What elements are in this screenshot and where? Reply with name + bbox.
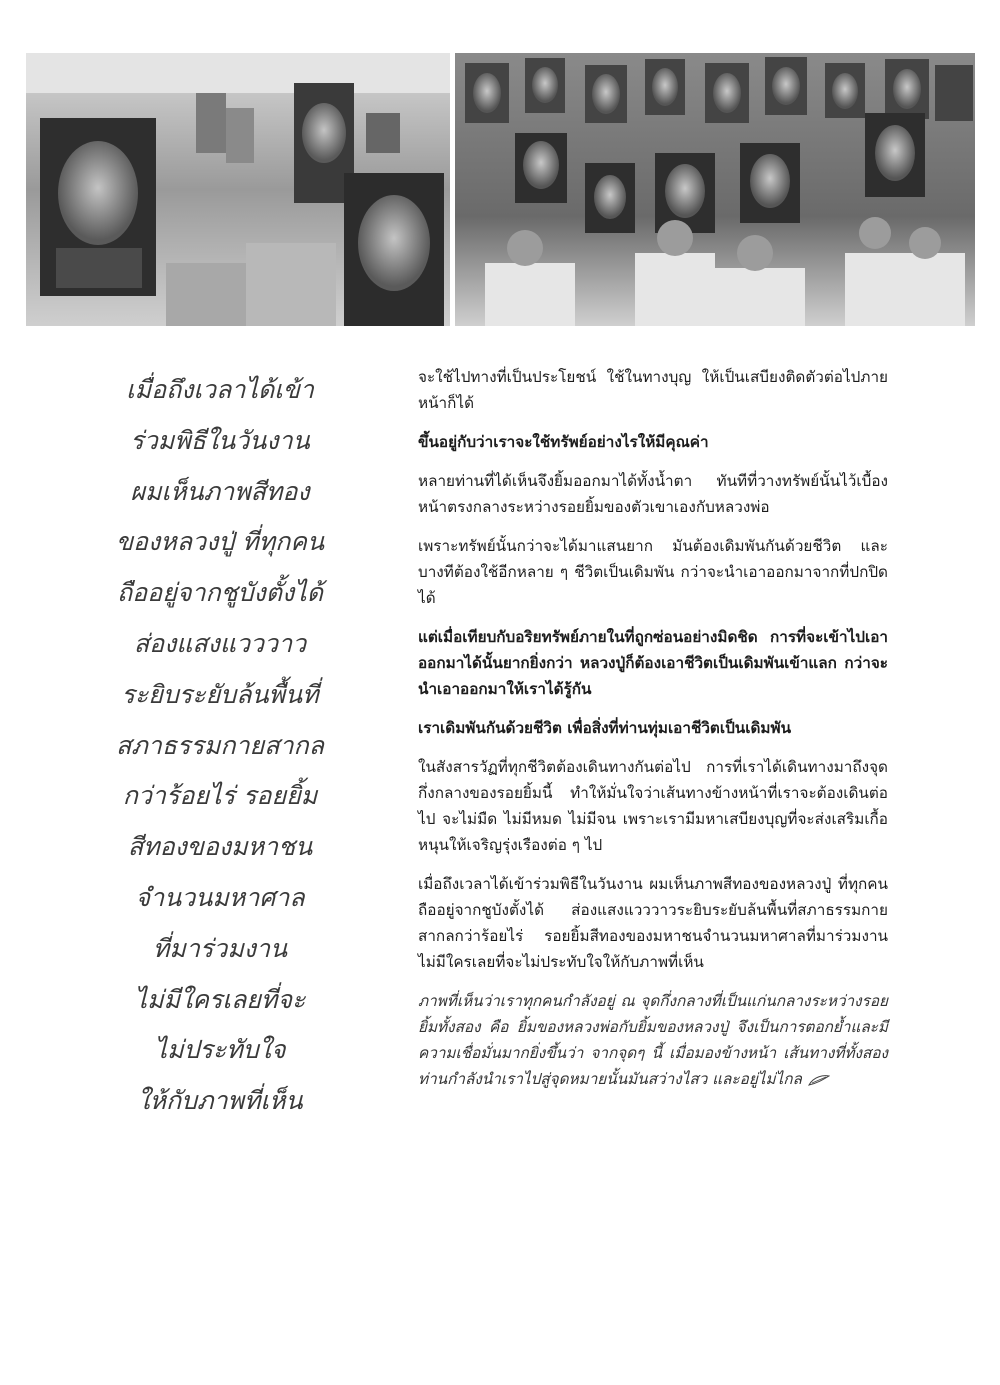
closing-text: ภาพที่เห็นว่าเราทุกคนกำลังอยู่ ณ จุดกึ่งกลางที่เป็นแก่นกลางระหว่างรอยยิ้มทั้งสอง คือ ยิ้มของหลวงพ่อกับยิ้มของหลวงปู่ จึงเป็นการตอกย้ำและมีความเชื่อมั่นมากยิ่งขึ้นว่า จากจุดๆ นี้ เมื่อมองข้างหน้า เส้นทางที่ทั้งสองท่านกำลังนำเราไปสู่จุดหมายนั้นมันสว่างไสว และอยู่ไม่ไกล — [418, 992, 888, 1088]
pull-quote-line: สภาธรรมกายสากล — [116, 730, 324, 760]
pull-quote-line: ไม่ประทับใจ — [154, 1035, 286, 1065]
closing-paragraph — [418, 988, 888, 1092]
pull-quote-line: ร่วมพิธีในวันงาน — [130, 425, 310, 455]
bold-heading: เราเดิมพันกันด้วยชีวิต เพื่อสิ่งที่ท่านทุ่มเอาชีวิตเป็นเดิมพัน — [418, 719, 792, 737]
pull-quote-line: ส่องแสงแวววาว — [133, 628, 307, 658]
pull-quote-line: จำนวนมหาศาล — [135, 882, 305, 912]
paragraph: เพราะทรัพย์นั้นกว่าจะได้มาแสนยาก มันต้องเดิมพันกันด้วยชีวิต และบางทีต้องใช้อีกหลาย ๆ ชีวิตเป็นเดิมพัน กว่าจะนำเอาออกมาจากที่ปกปิดได้ — [418, 537, 888, 607]
paragraph: ในสังสารวัฏที่ทุกชีวิตต้องเดินทางกันต่อไป การที่เราได้เดินทางมาถึงจุดกึ่งกลางของรอยยิ้มนี้ ทำให้มั่นใจว่าเส้นทางข้างหน้าที่เราจะต้องเดินต่อไป จะไม่มืด ไม่มีหมด ไม่มีจน เพราะเรามีมหาเสบียงบุญที่จะส่งเสริมเกื้อหนุนให้เจริญรุ่งเรืองต่อ ๆ ไป — [418, 758, 888, 854]
paragraph: จะใช้ไปทางที่เป็นประโยชน์ ใช้ในทางบุญ ให้เป็นเสบียงติดตัวต่อไปภายหน้าก็ได้ — [418, 368, 888, 412]
paragraph: เมื่อถึงเวลาได้เข้าร่วมพิธีในวันงาน ผมเห็นภาพสีทองของหลวงปู่ ที่ทุกคนถืออยู่จากชูบังตั้งได้ ส่องแสงแวววาวระยิบระยับล้นพื้นที่สภาธรรมกายสากลกว่าร้อยไร่ รอยยิ้มสีทองของมหาชนจำนวนมหาศาลที่มาร่วมงาน ไม่มีใครเลยที่จะไม่ประทับใจให้กับภาพที่เห็น — [418, 875, 888, 971]
pull-quote-line: ให้กับภาพที่เห็น — [137, 1086, 303, 1116]
pull-quote — [60, 365, 380, 1127]
crowd-photo-left — [26, 53, 450, 326]
bold-heading: ขึ้นอยู่กับว่าเราจะใช้ทรัพย์อย่างไรให้มีคุณค่า — [418, 433, 709, 451]
photo-left — [26, 53, 450, 326]
photo-right — [455, 53, 975, 326]
leaf-end-mark-icon — [808, 1074, 830, 1086]
crowd-photo-right — [455, 53, 975, 326]
paragraph: หลายท่านที่ได้เห็นจึงยิ้มออกมาได้ทั้งน้ำตา ทันทีที่วางทรัพย์นั้นไว้เบื้องหน้าตรงกลางระหว่างรอยยิ้มของตัวเขาเองกับหลวงพ่อ — [418, 472, 888, 516]
pull-quote-line: เมื่อถึงเวลาได้เข้า — [126, 375, 314, 404]
pull-quote-line: ผมเห็นภาพสีทอง — [130, 476, 310, 506]
pull-quote-line: สีทองของมหาชน — [127, 832, 313, 862]
pull-quote-line: ไม่มีใครเลยที่จะ — [134, 984, 306, 1014]
pull-quote-line: กว่าร้อยไร่ รอยยิ้ม — [122, 781, 318, 811]
pull-quote-line: ถืออยู่จากชูบังตั้งได้ — [117, 578, 323, 608]
bold-heading: แต่เมื่อเทียบกับอริยทรัพย์ภายในที่ถูกซ่อนอย่างมิดชิด การที่จะเข้าไปเอาออกมาได้นั้นยากยิ่งกว่า หลวงปู่ก็ต้องเอาชีวิตเป็นเดิมพันเข้าแลก กว่าจะนำเอาออกมาให้เราได้รู้กัน — [418, 628, 888, 698]
pull-quote-line: ระยิบระยับล้นพื้นที่ — [121, 679, 319, 709]
pull-quote-line: ของหลวงปู่ ที่ทุกคน — [115, 527, 325, 557]
article-body — [418, 364, 888, 1105]
pull-quote-line: ที่มาร่วมงาน — [152, 933, 288, 963]
